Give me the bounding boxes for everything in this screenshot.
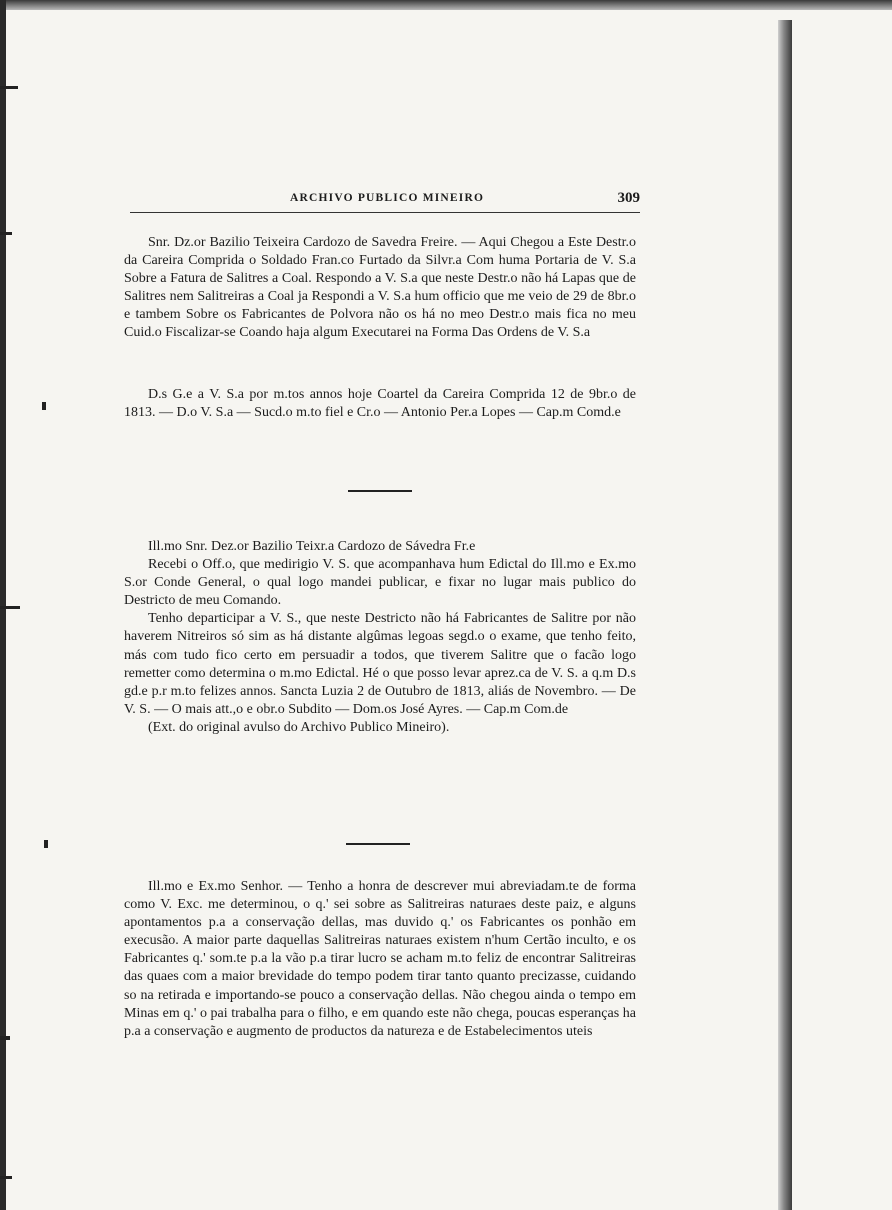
margin-dot [44, 840, 48, 848]
page-top-edge [0, 0, 892, 10]
margin-dot [42, 402, 46, 410]
letter3-body: Ill.mo e Ex.mo Senhor. — Tenho a honra de descrever mui abreviadam.te de forma como V. Exc. me determinou, o q.' sei sobre as Salitreiras naturaes deste paiz, e alguns apontamentos p.a a conservação dellas, mas duvido q.' os Fabricantes os ponhão em execusão. A maior parte daquellas Salitreiras naturaes existem n'hum Certão inculto, e os Fabricantes q.' som.te p.a la vão p.a tirar lucro se acham m.to feliz de encontrar Salitreiras das quaes com a maior brevidade do tempo podem tirar tanto quanto precizasse, cuidando so na retirada e importando-se pouco a conservação dellas. Não chegou ainda o tempo em Minas em q.' o pai trabalha para o filho, e em quando este não chega, poucas esperanças ha p.a a conservação e augmento de productos da natureza e de Estabelecimentos uteis [124, 879, 636, 1039]
letter1-closing: D.s G.e a V. S.a por m.tos annos hoje Coartel da Careira Comprida 12 de 9br.o de 1813. — D.o V. S.a — Sucd.o m.to fiel e Cr.o — Antonio Per.a Lopes — Cap.m Comd.e [124, 387, 636, 421]
margin-mark [0, 606, 20, 609]
letter2-source: (Ext. do original avulso do Archivo Publico Mineiro). [148, 719, 450, 735]
letter2-para2: Tenho departicipar a V. S., que neste Destricto não há Fabricantes de Salitre por não haverem Nitreiros só sim as há distante algûmas legoas segd.o o exame, que tenho feito, más com tudo fico certo em persuadir a todos, que tiverem Salitre que o facão logo remetter como determina o m.mo Edictal. Hé o que posso levar aprez.ca de V. S. a q.m D.s gd.e p.r m.to felizes annos. Sancta Luzia 2 de Outubro de 1813, aliás de Novembro. — De V. S. — O mais att.,o e obr.o Subdito — Dom.os José Ayres. — Cap.m Com.de [124, 611, 636, 717]
letter2-para1: Recebi o Off.o, que medirigio V. S. que acompanhava hum Edictal do Ill.mo e Ex.mo S.or Conde General, o qual logo mandei publicar, e fixar no lugar mais publico do Destricto de meu Comando. [124, 557, 636, 609]
margin-mark [0, 232, 12, 235]
page-left-edge [0, 0, 6, 1210]
margin-mark [0, 1176, 12, 1179]
section-separator [348, 490, 412, 492]
section-separator [346, 843, 410, 845]
page-number: 309 [617, 190, 640, 206]
letter2-salutation: Ill.mo Snr. Dez.or Bazilio Teixr.a Cardozo de Sávedra Fr.e [148, 539, 476, 554]
letter1-body: Snr. Dz.or Bazilio Teixeira Cardozo de Savedra Freire. — Aqui Chegou a Este Destr.o da Careira Comprida o Soldado Fran.co Furtado da Silvr.a Com huma Portaria de V. S.a Sobre a Fatura de Salitres a Coal. Respondo a V. S.a que neste Destr.o não há Lapas que de Salitres nem Salitreiras a Coal ja Respondi a V. S.a hum officio que me veio de 29 de 8br.o e tambem Sobre os Fabricantes de Polvora não os há no meo Destr.o mais fica no meu Cuid.o Fiscalizar-se Coando haja algum Executarei na Forma Das Ordens de V. S.a [124, 235, 636, 341]
running-header-title: ARCHIVO PUBLICO MINEIRO [290, 192, 485, 204]
book-spine-shadow [778, 20, 792, 1210]
margin-mark [0, 1036, 10, 1040]
margin-mark [0, 86, 18, 89]
letter2 [124, 538, 636, 737]
header-rule [130, 212, 640, 213]
running-header [130, 190, 640, 214]
